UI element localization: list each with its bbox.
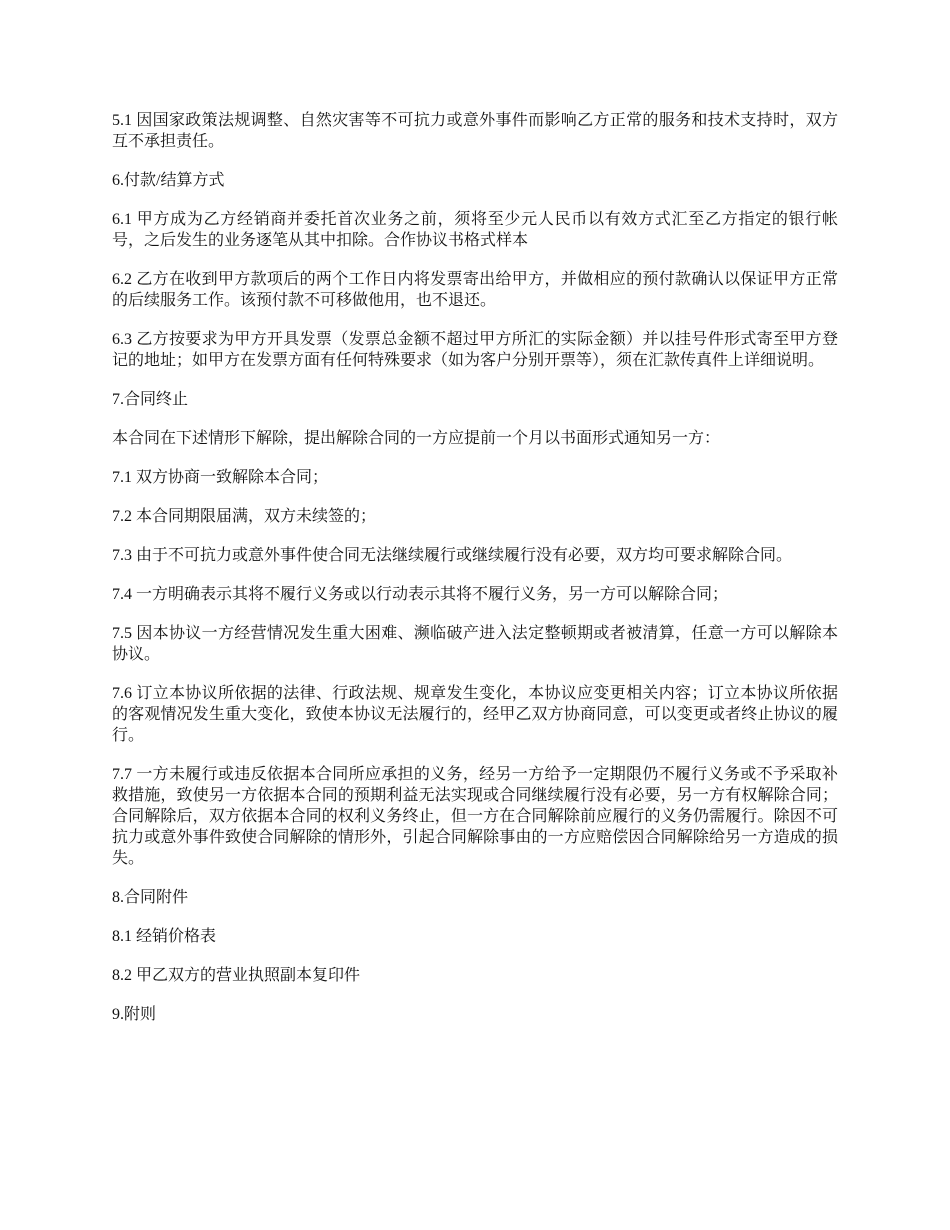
section-7-heading: 7.合同终止: [112, 391, 189, 408]
clause-8-2: 8.2 甲乙双方的营业执照副本复印件: [112, 967, 361, 984]
clause-8-1: 8.1 经销价格表: [112, 928, 217, 945]
clause-7-1: 7.1 双方协商一致解除本合同；: [112, 469, 329, 486]
section-6-heading: 6.付款/结算方式: [112, 172, 225, 189]
section-9-heading: 9.附则: [112, 1006, 157, 1023]
clause-7-3: 7.3 由于不可抗力或意外事件使合同无法继续履行或继续履行没有必要，双方均可要求解除合同。: [112, 547, 793, 564]
section-7-intro: 本合同在下述情形下解除，提出解除合同的一方应提前一个月以书面形式通知另一方：: [112, 430, 721, 447]
clause-7-7: 7.7 一方未履行或违反依据本合同所应承担的义务，经另一方给予一定期限仍不履行义务或不予采取补救措施，致使另一方依据本合同的预期利益无法实现或合同继续履行没有必要，另一方有权解除合同；合同解除后，双方依据本合同的权利义务终止，但一方在合同解除前应履行的义务仍需履行。除因不可抗力或意外事件致使合同解除的情形外，引起合同解除事由的一方应赔偿因合同解除给另一方造成的损失。: [112, 766, 838, 867]
clause-7-2: 7.2 本合同期限届满，双方未续签的；: [112, 508, 377, 525]
clause-6-2: 6.2 乙方在收到甲方款项后的两个工作日内将发票寄出给甲方，并做相应的预付款确认以保证甲方正常的后续服务工作。该预付款不可移做他用，也不退还。: [112, 271, 838, 309]
clause-7-5: 7.5 因本协议一方经营情况发生重大困难、濒临破产进入法定整顿期或者被清算，任意一方可以解除本协议。: [112, 625, 838, 663]
clause-7-4: 7.4 一方明确表示其将不履行义务或以行动表示其将不履行义务，另一方可以解除合同；: [112, 586, 729, 603]
clause-6-1: 6.1 甲方成为乙方经销商并委托首次业务之前，须将至少元人民币以有效方式汇至乙方指定的银行帐号，之后发生的业务逐笔从其中扣除。合作协议书格式样本: [112, 211, 838, 249]
section-8-heading: 8.合同附件: [112, 889, 189, 906]
clause-5-1: 5.1 因国家政策法规调整、自然灾害等不可抗力或意外事件而影响乙方正常的服务和技术支持时，双方互不承担责任。: [112, 112, 838, 150]
clause-7-6: 7.6 订立本协议所依据的法律、行政法规、规章发生变化，本协议应变更相关内容；订立本协议所依据的客观情况发生重大变化，致使本协议无法履行的，经甲乙双方协商同意，可以变更或者终止协议的履行。: [112, 685, 838, 744]
clause-6-3: 6.3 乙方按要求为甲方开具发票（发票总金额不超过甲方所汇的实际金额）并以挂号件形式寄至甲方登记的地址；如甲方在发票方面有任何特殊要求（如为客户分别开票等），须在汇款传真件上详细说明。: [112, 331, 838, 369]
document-page: [112, 110, 838, 1043]
